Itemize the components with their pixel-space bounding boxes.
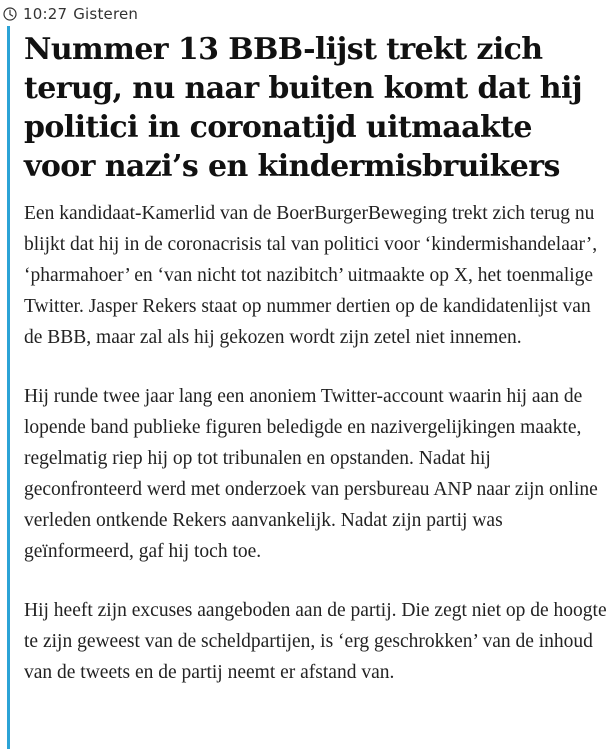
paragraph-2: Hij runde twee jaar lang een anoniem Twitter-account waarin hij aan de lopende band publieke figuren beledigde en nazivergelijkingen maakte, regelmatig riep hij op tot tribunalen en opstanden. Nadat hij geconfronteerd werd met onderzoek van persbureau ANP naar zijn online verleden ontkende Rekers aanvankelijk. Nadat zijn partij was geïnformeerd, gaf hij toch toe. [24,386,598,562]
accent-bar [7,26,10,749]
article-body [24,198,612,716]
paragraph-3: Hij heeft zijn excuses aangeboden aan de partij. Die zegt niet op de hoogte te zijn geweest van de scheldpartijen, is ‘erg geschrokken’ van de inhoud van de tweets en de partij neemt er afstand van. [24,600,607,683]
publish-day: Gisteren [73,5,139,23]
headline: Nummer 13 BBB-lijst trekt zich terug, nu naar buiten komt dat hij politici in coronatijd uitmaakte voor nazi’s en kindermisbruikers [24,32,583,184]
publish-time: 10:27 [23,5,68,23]
paragraph-1: Een kandidaat-Kamerlid van de BoerBurgerBeweging trekt zich terug nu blijkt dat hij in de coronacrisis tal van politici voor ‘kindermishandelaar’, ‘pharmahoer’ en ‘van nicht tot nazibitch’ uitmaakte op X, het toenmalige Twitter. Jasper Rekers staat op nummer dertien op de kandidatenlijst van de BBB, maar zal als hij gekozen wordt zijn zetel niet innemen. [24,203,598,348]
timestamp [3,3,138,25]
clock-icon [3,7,17,21]
